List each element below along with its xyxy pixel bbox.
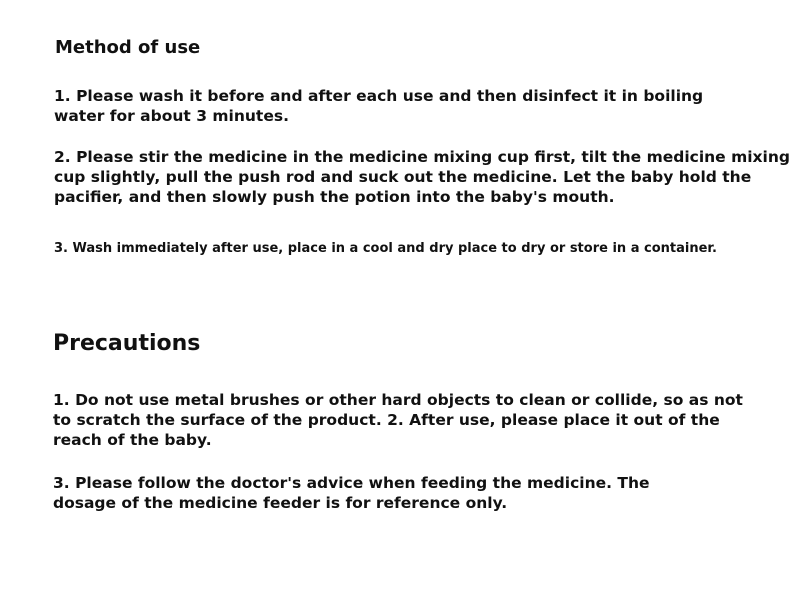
method-step-1: 1. Please wash it before and after each use and then disinfect it in boiling water for about 3 minutes. bbox=[54, 87, 704, 125]
precaution-item-1: 1. Do not use metal brushes or other hard objects to clean or collide, so as not to scratch the surface of the product. 2. After use, please place it out of the reach of the baby. bbox=[53, 391, 743, 449]
precaution-item-2: 3. Please follow the doctor's advice when feeding the medicine. The dosage of the medicine feeder is for reference only. bbox=[53, 474, 650, 512]
method-step-2: 2. Please stir the medicine in the medicine mixing cup first, tilt the medicine mixing cup slightly, pull the push rod and suck out the medicine. Let the baby hold the pacifier, and then slowly push the potion into the baby's mouth. bbox=[54, 148, 790, 206]
method-step-3: 3. Wash immediately after use, place in a cool and dry place to dry or store in a container. bbox=[54, 241, 717, 256]
method-of-use-heading: Method of use bbox=[55, 37, 201, 58]
precautions-heading: Precautions bbox=[53, 331, 201, 356]
